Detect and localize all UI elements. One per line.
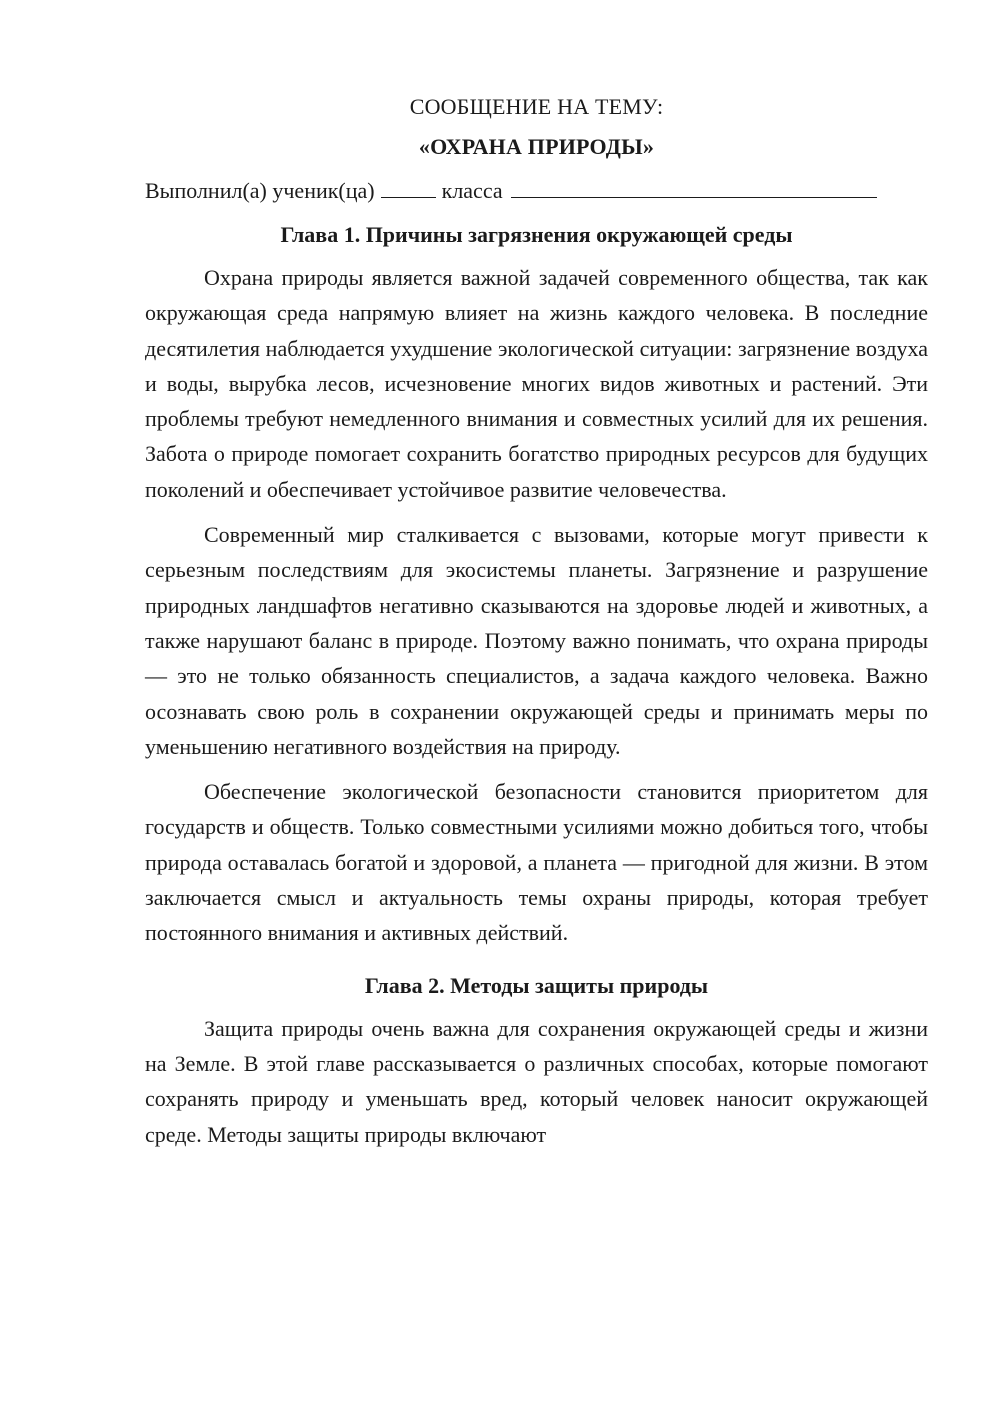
document-title-line-2: «ОХРАНА ПРИРОДЫ» [418,134,655,159]
document-title-line-1: СООБЩЕНИЕ НА ТЕМУ: [409,94,664,119]
student-name-blank [511,177,877,198]
chapter-1-paragraph-3: Обеспечение экологической безопасности становится приоритетом для государств и обществ. Только совместными усилиями можно добиться того, чтобы природа оставалась богатой и здоровой, а планета — пригодной для жизни. В этом заключается смысл и актуальность темы охраны природы, которая требует постоянного внимания и активных действий. [145,779,928,946]
student-label: Выполнил(а) ученик(ца) [145,178,375,203]
class-label: класса [441,178,503,203]
student-info-line [145,176,928,206]
chapter-2-heading: Глава 2. Методы защиты природы [364,972,709,998]
document-content [145,92,928,1162]
class-number-blank [381,177,436,198]
chapter-1-paragraph-1: Охрана природы является важной задачей современного общества, так как окружающая среда напрямую влияет на жизнь каждого человека. В последние десятилетия наблюдается ухудшение экологической ситуации: загрязнение воздуха и воды, вырубка лесов, исчезновение многих видов животных и растений. Эти проблемы требуют немедленного внимания и совместных усилий для их решения. Забота о природе помогает сохранить богатство природных ресурсов для будущих поколений и обеспечивает устойчивое развитие человечества. [145,265,928,502]
chapter-1-paragraph-2: Современный мир сталкивается с вызовами, которые могут привести к серьезным последствиям для экосистемы планеты. Загрязнение и разрушение природных ландшафтов негативно сказываются на здоровье людей и животных, а также нарушают баланс в природе. Поэтому важно понимать, что охрана природы — это не только обязанность специалистов, а задача каждого человека. Важно осознавать свою роль в сохранении окружающей среды и принимать меры по уменьшению негативного воздействия на природу. [145,522,928,759]
chapter-1-heading: Глава 1. Причины загрязнения окружающей среды [280,222,793,247]
chapter-2-paragraph-1: Защита природы очень важна для сохранения окружающей среды и жизни на Земле. В этой главе рассказывается о различных способах, которые помогают сохранять природу и уменьшать вред, который человек наносит окружающей среде. Методы защиты природы включают [145,1015,928,1147]
